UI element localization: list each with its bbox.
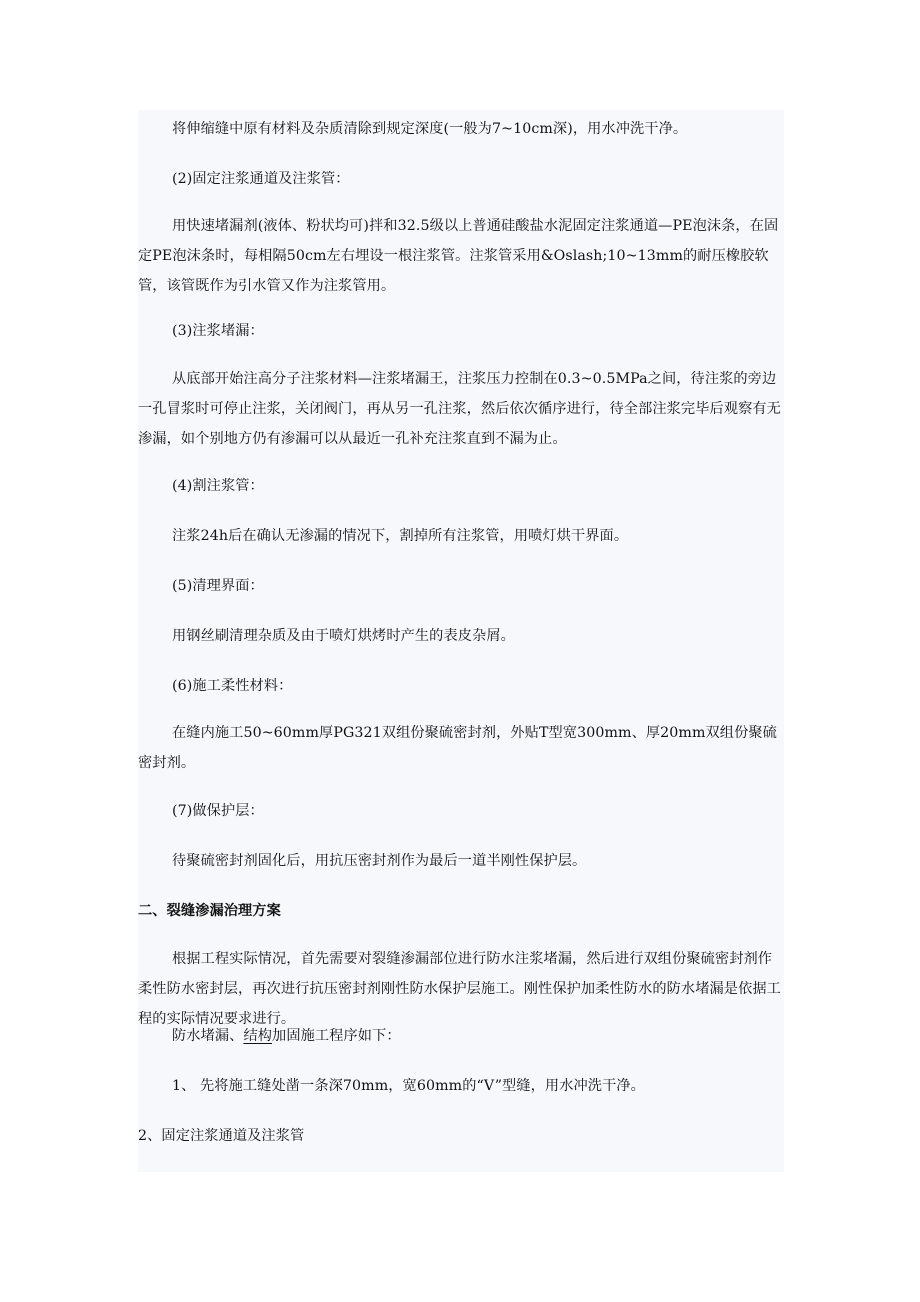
paragraph-clean-joint: 将伸缩缝中原有材料及杂质清除到规定深度(一般为7~10cm深)，用水冲洗干净。: [172, 121, 688, 137]
section-heading-crack-leakage: 二、裂缝渗漏治理方案: [138, 903, 281, 919]
paragraph-cut-grouting-pipe: 注浆24h后在确认无渗漏的情况下，割掉所有注浆管，用喷灯烘干界面。: [172, 528, 629, 544]
paragraph-construction-procedure: [138, 1021, 784, 1051]
step-heading-fix-grouting-channel: (2)固定注浆通道及注浆管：: [172, 171, 350, 187]
procedure-step-1: 1、 先将施工缝处凿一条深70mm，宽60mm的“V”型缝，用水冲洗干净。: [172, 1078, 645, 1094]
step-heading-flexible-material: (6)施工柔性材料：: [172, 678, 293, 694]
paragraph-clean-interface: 用钢丝刷清理杂质及由于喷灯烘烤时产生的表皮杂屑。: [172, 628, 515, 644]
paragraph-crack-leakage-plan: 根据工程实际情况，首先需要对裂缝渗漏部位进行防水注浆堵漏，然后进行双组份聚硫密封剂作柔性防水密封层，再次进行抗压密封剂刚性防水保护层施工。刚性保护加柔性防水的防水堵漏是依据工程的实际情况要求进行。: [138, 951, 781, 1027]
paragraph-fix-grouting-channel: 用快速堵漏剂(液体、粉状均可)拌和32.5级以上普通硅酸盐水泥固定注浆通道—PE泡沫条，在固定PE泡沫条时，每相隔50cm左右埋设一根注浆管。注浆管采用&Oslash;10~13mm的耐压橡胶软管，该管既作为引水管又作为注浆管用。: [138, 218, 779, 294]
structure-link[interactable]: 结构: [243, 1028, 273, 1044]
step-heading-grouting-plugging: (3)注浆堵漏：: [172, 323, 264, 339]
paragraph-flexible-material: 在缝内施工50~60mm厚PG321双组份聚硫密封剂，外贴T型宽300mm、厚20mm双组份聚硫密封剂。: [138, 725, 777, 771]
procedure-text-end: 加固施工程序如下：: [272, 1028, 401, 1044]
paragraph-grouting-plugging: 从底部开始注高分子注浆材料—注浆堵漏王，注浆压力控制在0.3~0.5MPa之间，待注浆的旁边一孔冒浆时可停止注浆，关闭阀门，再从另一孔注浆，然后依次循序进行，待全部注浆完毕后观察有无渗漏，如个别地方仍有渗漏可以从最近一孔补充注浆直到不漏为止。: [138, 371, 781, 447]
procedure-step-2: 2、固定注浆通道及注浆管: [138, 1128, 305, 1144]
step-heading-clean-interface: (5)清理界面：: [172, 578, 264, 594]
step-heading-cut-grouting-pipe: (4)割注浆管：: [172, 478, 264, 494]
paragraph-protective-layer: 待聚硫密封剂固化后，用抗压密封剂作为最后一道半刚性保护层。: [172, 853, 587, 869]
step-heading-protective-layer: (7)做保护层：: [172, 803, 264, 819]
procedure-text-start: 防水堵漏、: [172, 1028, 244, 1044]
